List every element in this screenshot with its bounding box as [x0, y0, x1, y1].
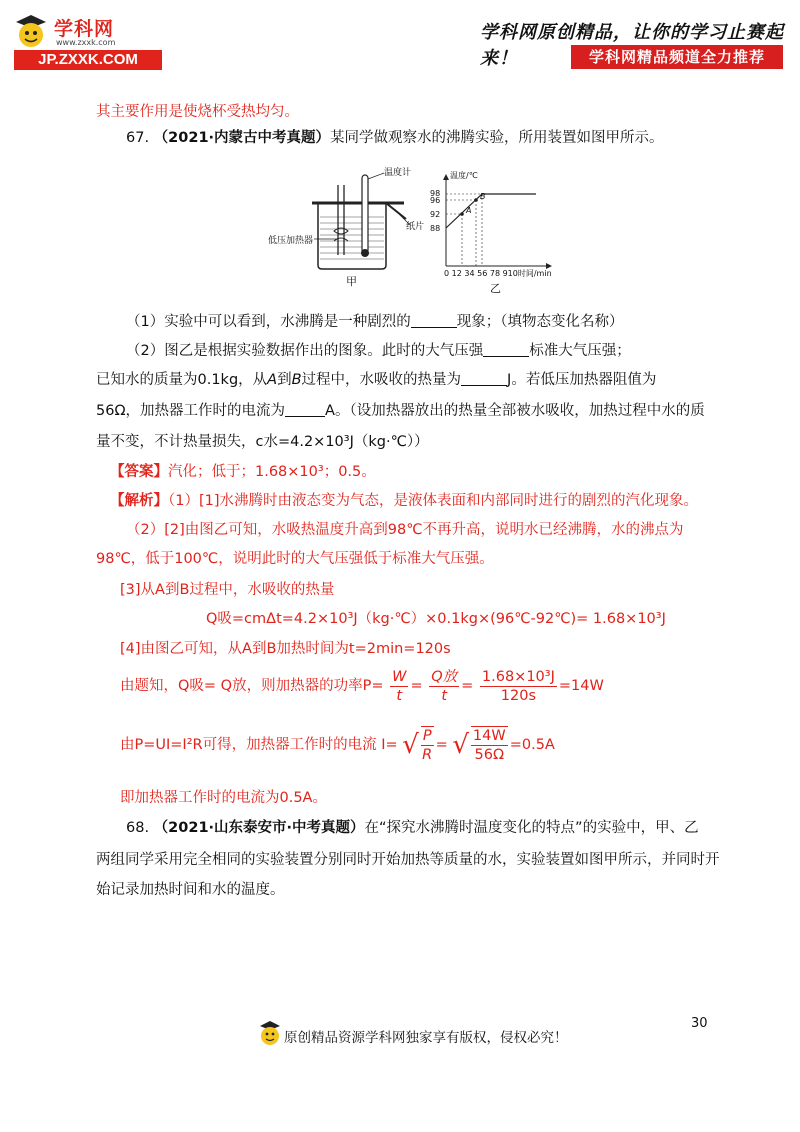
q67-source: （2021·内蒙古中考真题） — [153, 130, 331, 146]
graph-ylabel: 温度/℃ — [450, 171, 478, 180]
xtick: 0 — [444, 269, 450, 278]
xtick: 2 — [456, 269, 462, 278]
answer-blank[interactable] — [411, 313, 457, 328]
logo-site: JP.ZXXK.COM — [14, 50, 162, 70]
analysis-label: 【解析】 — [110, 493, 168, 509]
xtick: 5 — [477, 269, 483, 278]
xticks — [444, 268, 552, 279]
q67-analysis7: 由P=UI=I²R可得，加热器工作时的电流 I= √ $\frac{P}{R}$ = √ $\frac{14W}{56\Omega}$ =0.5A — [120, 722, 555, 768]
xtick: 7 — [489, 269, 495, 278]
figure-b — [424, 170, 564, 294]
header — [0, 0, 800, 80]
q67-part3: 已知水的质量为0.1kg，从A到B过程中，水吸收的热量为 J。若低压加热器阻值为 — [96, 372, 657, 388]
ytick-96: 96 — [430, 196, 441, 205]
sqrt-1: √ $\frac{P}{R}$ — [402, 728, 433, 763]
q67-analysis5: [4]由图乙可知，从A到B加热时间为t=2min=120s — [120, 641, 451, 657]
figure-a — [268, 165, 428, 290]
q67-part4: 56Ω，加热器工作时的电流为 A。（设加热器放出的热量全部被水吸收，加热过程中水的质 — [96, 403, 705, 419]
caption-b: 乙 — [490, 282, 501, 295]
label-paper: 纸片 — [406, 222, 425, 232]
q68-line1: 68. （2021·山东泰安市·中考真题）在“探究水沸腾时温度变化的特点”的实验中，甲、乙 — [126, 820, 699, 836]
ytick-92: 92 — [430, 210, 441, 219]
q67-analysis4: [3]从A到B过程中，水吸收的热量 — [120, 582, 335, 598]
apparatus-diagram — [268, 165, 428, 290]
page-number: 30 — [691, 1016, 708, 1031]
q68-line3: 始记录加热时间和水的温度。 — [96, 882, 285, 898]
xtick: 10 — [507, 269, 518, 278]
label-thermometer: 温度计 — [384, 168, 412, 178]
answer-text: 汽化；低于；1.68×10³；0.5。 — [168, 464, 376, 480]
point-b-label: B — [480, 192, 486, 201]
ytick-98: 98 — [430, 189, 441, 198]
sqrt-2: √ $\frac{14W}{56\Omega}$ — [452, 728, 506, 763]
q67-formula1: Q吸=cmΔt=4.2×10³J（kg·℃）×0.1kg×(96℃-92℃)= 1.68×10³J — [206, 611, 666, 627]
q67-part5: 量不变，不计热量损失，c水=4.2×10³J（kg·℃）） — [96, 434, 429, 450]
q67-analysis2: （2）[2]由图乙可知，水吸热温度升高到98℃不再升高，说明水已经沸腾，水的沸点为 — [126, 522, 684, 538]
logo-url-small: www.zxxk.com — [56, 38, 116, 47]
q67-part2: （2）图乙是根据实验数据作出的图象。此时的大气压强 标准大气压强； — [126, 343, 631, 359]
mascot-icon — [258, 1018, 282, 1048]
q67-stem-line — [126, 128, 664, 148]
xtick: 3 — [464, 269, 470, 278]
prev-tail: 其主要作用是使烧杯受热均匀。 — [96, 104, 299, 120]
q67-analysis6: 由题知，Q吸= Q放，则加热器的功率P= $\frac{W}{t}$ = $\frac{\text{Q放}}{t}$ = $\frac{\text{1.68×10³J}}{120s}$ =14W — [120, 668, 604, 704]
q68-line2: 两组同学采用完全相同的实验装置分别同时开始加热等质量的水，实验装置如图甲所示，并同时开 — [96, 852, 720, 868]
xtick: 8 — [494, 269, 501, 278]
logo-brand: 学科网 — [54, 18, 115, 40]
answer-blank[interactable] — [461, 371, 507, 386]
xtick: 4 — [469, 269, 475, 278]
footer-copyright: 原创精品资源学科网独家享有版权，侵权必究！ — [284, 1030, 568, 1046]
point-a-label: A — [466, 206, 472, 215]
answer-blank[interactable] — [285, 402, 325, 417]
header-banner: 学科网精品频道全力推荐 — [571, 45, 783, 69]
q67-number: 67. — [126, 130, 150, 146]
logo[interactable] — [12, 10, 162, 72]
q67-analysis8: 即加热器工作时的电流为0.5A。 — [120, 790, 327, 806]
answer-label: 【答案】 — [110, 464, 168, 480]
q67-answer — [110, 462, 376, 482]
header-slogan: 学科网原创精品，让你的学习止赛起来！ — [480, 22, 784, 69]
q67-analysis1: 【解析】（1）[1]水沸腾时由液态变为气态，是液体表面和内部同时进行的剧烈的汽化现象。 — [110, 493, 699, 509]
q67-part1: （1）实验中可以看到，水沸腾是一种剧烈的 现象；（填物态变化名称） — [126, 314, 624, 330]
q67-analysis3: 98℃，低于100℃，说明此时的大气压强低于标准大气压强。 — [96, 551, 494, 567]
caption-a: 甲 — [346, 275, 357, 288]
q68-source: （2021·山东泰安市·中考真题） — [153, 820, 365, 836]
xtick: 9 — [502, 269, 508, 278]
ytick-88: 88 — [430, 224, 441, 233]
temperature-graph — [424, 170, 564, 280]
label-heater: 低压加热器 — [268, 236, 314, 246]
mascot-icon — [12, 12, 50, 52]
answer-blank[interactable] — [483, 342, 529, 357]
xtick: 6 — [482, 269, 488, 278]
xtick: 1 — [451, 269, 457, 278]
q67-stem: 某同学做观察水的沸腾实验，所用装置如图甲所示。 — [330, 130, 664, 146]
graph-xlabel: 时间/min — [517, 269, 552, 278]
